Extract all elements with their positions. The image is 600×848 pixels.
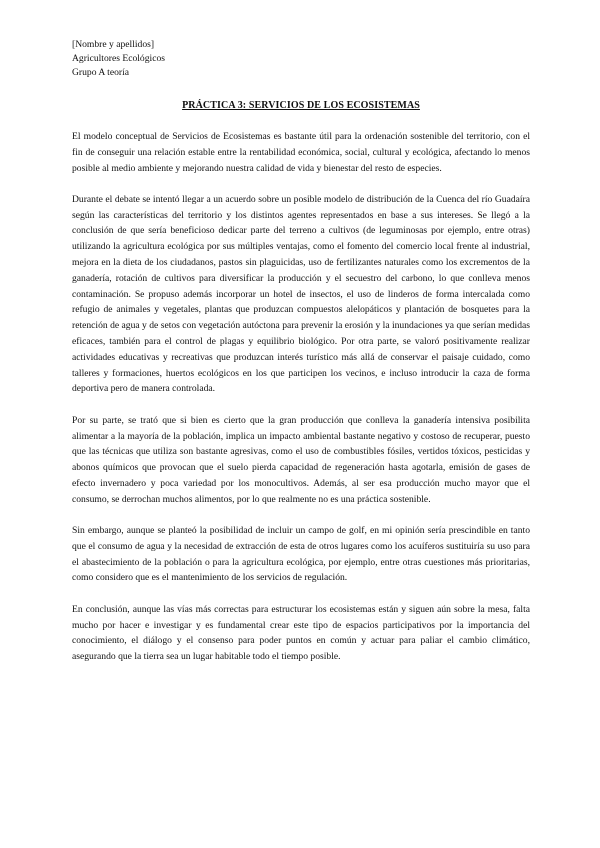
group-name: Grupo A teoría [72, 67, 130, 78]
paragraph-livestock: Por su parte, se trató que si bien es cierto que la gran producción que conlleva la ganadería intensiva posibilita alimentar a la mayoría de la población, implica un impacto ambiental bastante negativo y costoso de recuperar, puesto que las técnicas que utiliza son bastante agresivas, como el uso de combustibles fósiles, vertidos tóxicos, pesticidas y abonos químicos que provocan que el suelo pierda capacidad de regeneración hasta agotarla, emisión de gases de efecto invernadero y poca variedad por los monocultivos. Además, al ser esa producción mucho mayor que el consumo, se derrochan muchos alimentos, por lo que realmente no es una práctica sostenible. [72, 414, 530, 505]
author-name: [Nombre y apellidos] [72, 39, 155, 50]
document-page [72, 38, 530, 680]
paragraph-golf: Sin embargo, aunque se planteó la posibilidad de incluir un campo de golf, en mi opinión sería prescindible en tanto que el consumo de agua y la necesidad de extracción de esta de otros lugares como los acuíferos sustituiría su uso para el abastecimiento de la población o para la agricultura ecológica, por ejemplo, entre otras cuestiones más prioritarias, como considero que es el mantenimiento de los servicios de regulación. [72, 525, 530, 584]
paragraph-debate: Durante el debate se intentó llegar a un acuerdo sobre un posible modelo de distribución de la Cuenca del río Guadaíra según las características del territorio y los distintos agentes representados en base a sus intereses. Se llegó a la conclusión de que sería beneficioso dedicar parte del terreno a cultivos (de leguminosas por ejemplo, entre otras) utilizando la agricultura ecológica por sus múltiples ventajas, como el fomento del comercio local frente al industrial, mejora en la dieta de los ciudadanos, pastos sin plaguicidas, uso de fertilizantes naturales como los excrementos de la ganadería, rotación de cultivos para diversificar la producción y el secuestro del carbono, lo que conlleva menos contaminación. Se propuso además incorporar un hotel de insectos, el uso de linderos de forma intercalada como refugio de animales y vegetales, plantas que produzcan compuestos alelopáticos y plantación de bosquetes para la retención de agua y de setos con vegetación autóctona para prevenir la erosión y la inundaciones ya que serían medidas eficaces, también para el control de plagas y equilibrio biológico. Por otra parte, se valoró positivamente realizar actividades educativas y recreativas que produzcan interés turístico más allá de conservar el paisaje cuidado, como talleres y formaciones, huertos ecológicos en los que participen los vecinos, e incluso introducir la caza de forma deportiva pero de manera controlada. [72, 193, 530, 395]
paragraph-conclusion: En conclusión, aunque las vías más correctas para estructurar los ecosistemas están y siguen aún sobre la mesa, falta mucho por hacer e investigar y es fundamental crear este tipo de espacios participativos por la importancia del conocimiento, el diálogo y el consenso para poder puntos en común y actuar para paliar el cambio climático, asegurando que la tierra sea un lugar habitable todo el tiempo posible. [72, 603, 530, 663]
paragraph-intro: El modelo conceptual de Servicios de Ecosistemas es bastante útil para la ordenación sostenible del territorio, con el fin de conseguir una relación estable entre la rentabilidad económica, social, cultural y ecológica, afectando lo menos posible al medio ambiente y mejorando nuestra calidad de vida y bienestar del resto de especies. [72, 131, 530, 174]
course-name: Agricultores Ecológicos [72, 53, 165, 64]
document-title: PRÁCTICA 3: SERVICIOS DE LOS ECOSISTEMAS [182, 100, 420, 111]
